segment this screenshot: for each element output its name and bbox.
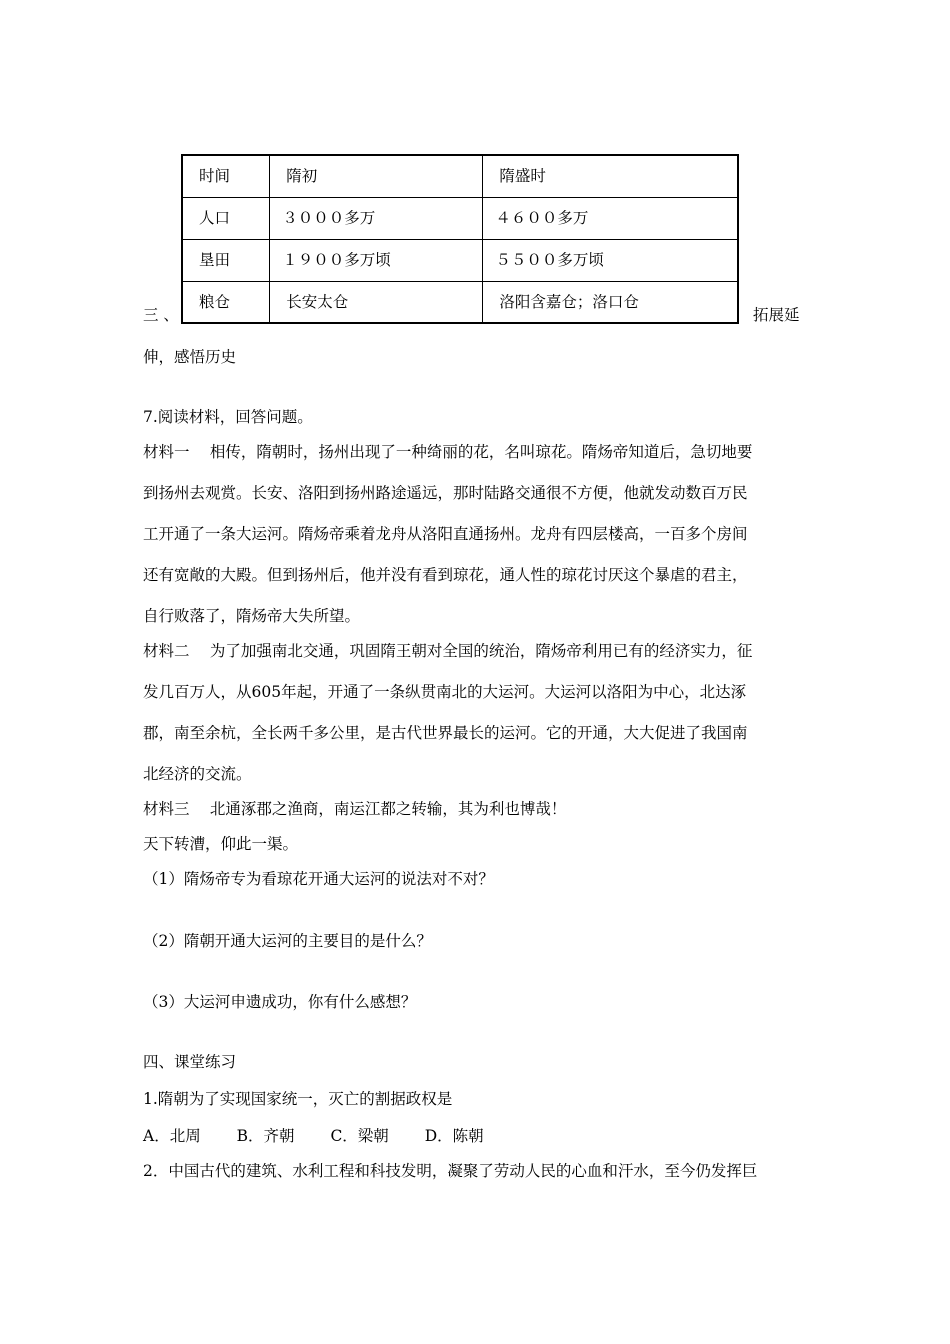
question-seven-title: 7.阅读材料，回答问题。: [143, 408, 313, 426]
practice-question-2: 2．中国古代的建筑、水利工程和科技发明，凝聚了劳动人民的心血和汗水，至今仍发挥巨: [143, 1162, 758, 1180]
sub-question: （2）隋朝开通大运河的主要目的是什么？: [143, 932, 432, 950]
comparison-table: [181, 154, 739, 324]
table-cell: 时间: [182, 155, 270, 197]
table-cell: ４６００多万: [483, 197, 738, 239]
practice-question-1: 1.隋朝为了实现国家统一，灭亡的割据政权是: [143, 1090, 453, 1108]
table-cell: 隋盛时: [483, 155, 738, 197]
section-three-prefix: 三 、: [143, 306, 179, 324]
material-line: 自行败落了，隋炀帝大失所望。: [143, 607, 361, 625]
sub-question: （3）大运河申遗成功，你有什么感想？: [143, 993, 417, 1011]
section-three-suffix: 拓展延: [753, 306, 800, 324]
table-cell: ３０００多万: [270, 197, 483, 239]
section-three-continuation: 伸，感悟历史: [143, 348, 237, 366]
section-four-title: 四、课堂练习: [143, 1053, 237, 1071]
table-cell: 人口: [182, 197, 270, 239]
material-line: 还有宽敞的大殿。但到扬州后，他并没有看到琼花，通人性的琼花讨厌这个暴虐的君主，: [143, 566, 748, 584]
table-row: [182, 281, 738, 323]
table-row: [182, 155, 738, 197]
table-cell: 洛阳含嘉仓；洛口仓: [483, 281, 738, 323]
sub-question: （1）隋炀帝专为看琼花开通大运河的说法对不对？: [143, 870, 494, 888]
material-line: 材料二 为了加强南北交通，巩固隋王朝对全国的统治，隋炀帝利用已有的经济实力，征: [143, 642, 753, 660]
material-line: 北经济的交流。: [143, 765, 252, 783]
table-cell: 长安太仓: [270, 281, 483, 323]
material-line: 材料三 北通涿郡之渔商，南运江都之转输，其为利也博哉！: [143, 800, 567, 818]
material-line: 材料一 相传，隋朝时，扬州出现了一种绮丽的花，名叫琼花。隋炀帝知道后，急切地要: [143, 443, 753, 461]
material-line: 到扬州去观赏。长安、洛阳到扬州路途遥远，那时陆路交通很不方便，他就发动数百万民: [143, 484, 748, 502]
material-line: 天下转漕，仰此一渠。: [143, 835, 299, 853]
material-line: 发几百万人，从605年起，开通了一条纵贯南北的大运河。大运河以洛阳为中心，北达涿: [143, 683, 747, 701]
table-row: [182, 197, 738, 239]
table-row: [182, 239, 738, 281]
material-line: 工开通了一条大运河。隋炀帝乘着龙舟从洛阳直通扬州。龙舟有四层楼高，一百多个房间: [143, 525, 748, 543]
table-cell: 垦田: [182, 239, 270, 281]
table-cell: １９００多万顷: [270, 239, 483, 281]
table-cell: 粮仓: [182, 281, 270, 323]
material-line: 郡，南至余杭，全长两千多公里，是古代世界最长的运河。它的开通，大大促进了我国南: [143, 724, 748, 742]
table-cell: ５５００多万顷: [483, 239, 738, 281]
practice-question-1-options: A．北周 B．齐朝 C．梁朝 D．陈朝: [143, 1127, 484, 1145]
table-cell: 隋初: [270, 155, 483, 197]
